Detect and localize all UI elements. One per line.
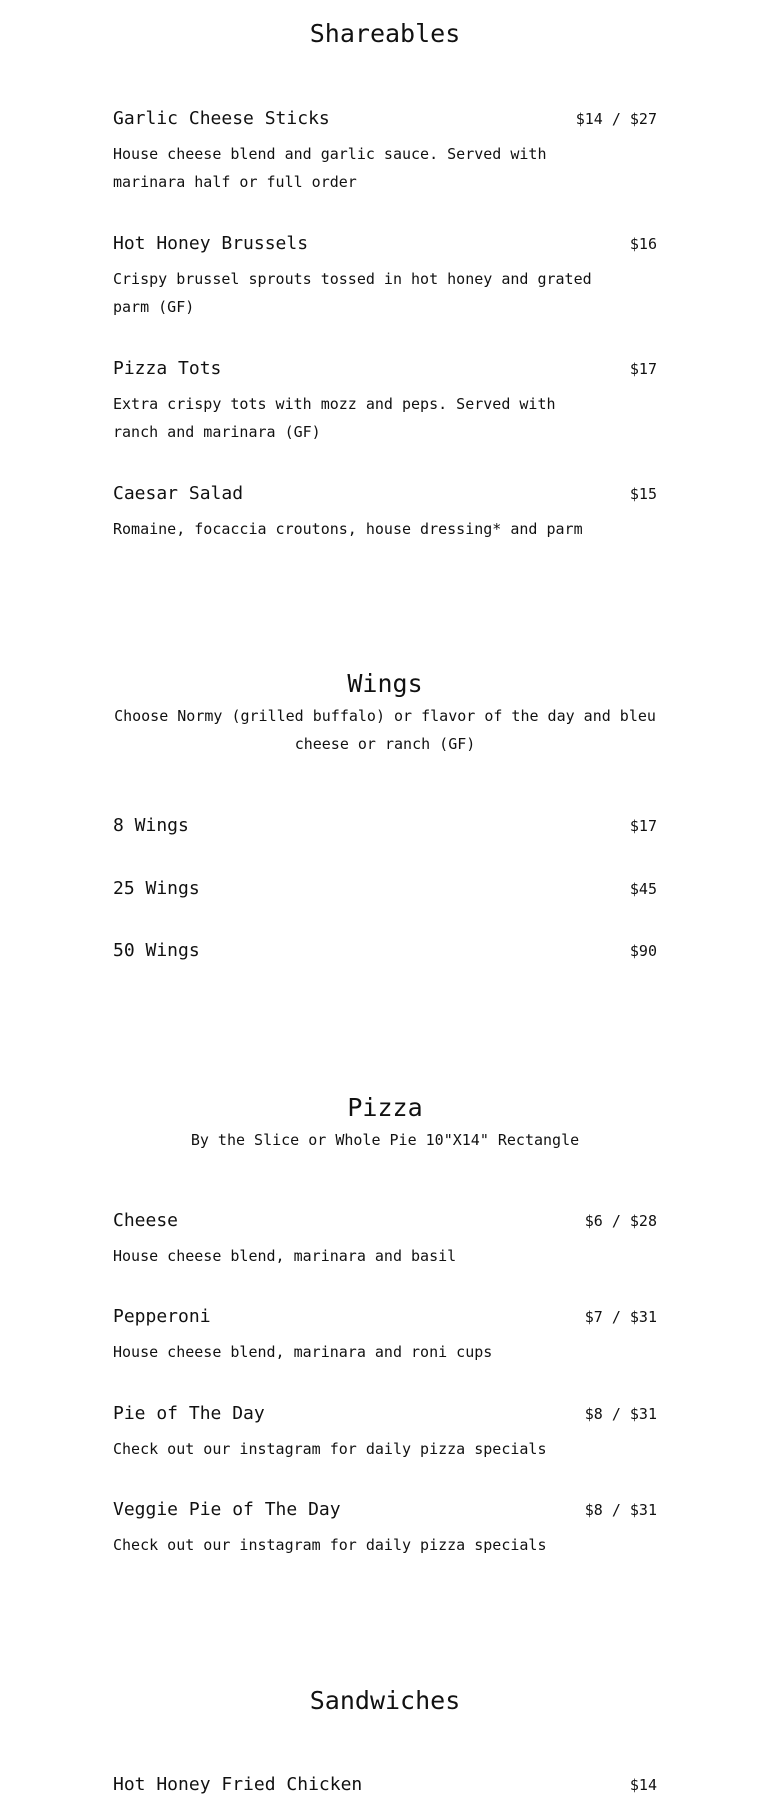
section-title-pizza: Pizza (347, 1093, 423, 1122)
item-price: $17 (629, 817, 657, 835)
item-price: $6 / $28 (584, 1212, 657, 1230)
item-price: $7 / $31 (584, 1308, 657, 1326)
item-price: $14 / $27 (575, 110, 657, 128)
item-price: $8 / $31 (584, 1501, 657, 1519)
item-name: Pizza Tots (113, 358, 222, 379)
item-name: Pepperoni (113, 1306, 211, 1327)
item-name: 25 Wings (113, 878, 200, 899)
section-subtitle-wings: Choose Normy (grilled buffalo) or flavor of the day and bleu cheese or ranch (GF) (114, 707, 656, 753)
item-price: $15 (629, 485, 657, 503)
item-description: House cheese blend, marinara and roni cups (113, 1343, 493, 1361)
menu-item (113, 939, 657, 963)
item-name: Cheese (113, 1210, 179, 1231)
section-title-wings: Wings (347, 669, 423, 698)
menu-item (113, 1305, 657, 1366)
menu-item (113, 814, 657, 838)
item-description: House cheese blend and garlic sauce. Served with marinara half or full order (113, 145, 547, 191)
menu-item (113, 107, 657, 196)
section-title-shareables: Shareables (309, 19, 461, 48)
menu-item (113, 232, 657, 321)
item-description: Extra crispy tots with mozz and peps. Served with ranch and marinara (GF) (113, 395, 556, 441)
menu-item (113, 1498, 657, 1559)
menu-item (113, 877, 657, 901)
item-description: House cheese blend, marinara and basil (113, 1247, 457, 1265)
section-subtitle-pizza: By the Slice or Whole Pie 10"X14" Rectangle (190, 1131, 580, 1149)
item-price: $45 (629, 880, 657, 898)
item-name: Garlic Cheese Sticks (113, 108, 330, 129)
item-name: 8 Wings (113, 815, 189, 836)
menu-item (113, 357, 657, 446)
item-name: Pie of The Day (113, 1403, 265, 1424)
item-name: Veggie Pie of The Day (113, 1499, 341, 1520)
item-price: $14 (629, 1776, 657, 1794)
item-name: Caesar Salad (113, 483, 244, 504)
item-price: $8 / $31 (584, 1405, 657, 1423)
menu-item (113, 1773, 657, 1797)
item-price: $17 (629, 360, 657, 378)
item-description: Romaine, focaccia croutons, house dressing* and parm (113, 520, 583, 538)
menu-item (113, 482, 657, 543)
item-price: $90 (629, 942, 657, 960)
menu-item (113, 1209, 657, 1270)
item-name: 50 Wings (113, 940, 200, 961)
item-name: Hot Honey Fried Chicken (113, 1774, 363, 1795)
item-price: $16 (629, 235, 657, 253)
item-description: Check out our instagram for daily pizza specials (113, 1440, 547, 1458)
section-title-sandwiches: Sandwiches (309, 1686, 461, 1715)
item-name: Hot Honey Brussels (113, 233, 309, 254)
item-description: Check out our instagram for daily pizza specials (113, 1536, 547, 1554)
menu-item (113, 1402, 657, 1463)
item-description: Crispy brussel sprouts tossed in hot honey and grated parm (GF) (113, 270, 592, 316)
